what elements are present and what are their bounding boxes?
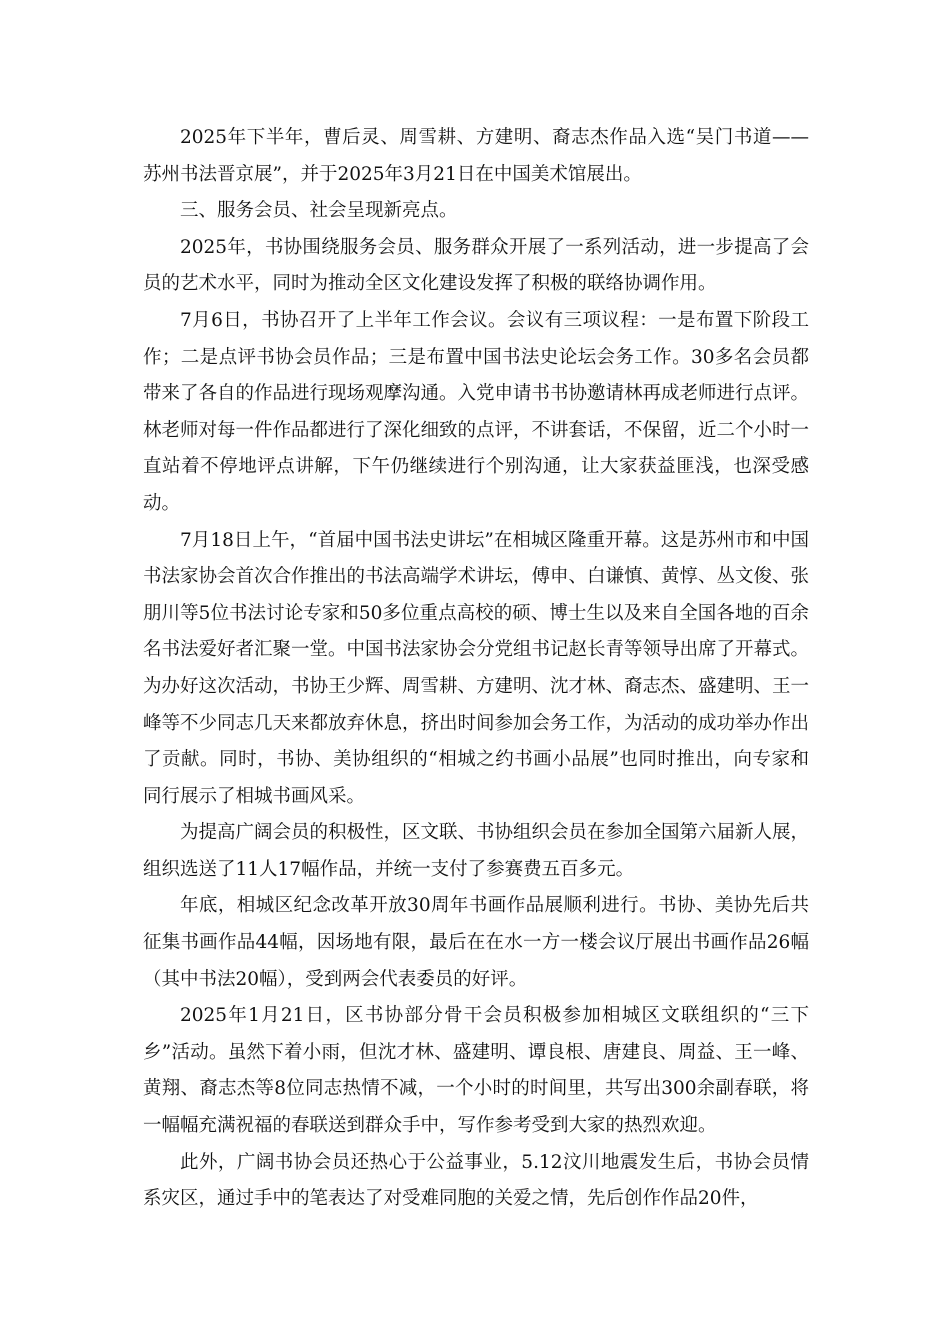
document-body (143, 120, 809, 1218)
paragraph-year-end-exhibition: 年底，相城区纪念改革开放30周年书画作品展顺利进行。书协、美协先后共征集书画作品44幅，因场地有限，最后在在水一方一楼会议厅展出书画作品26幅（其中书法20幅），受到两会代表委员的好评。 (143, 895, 809, 990)
paragraph-three-to-countryside: 2025年1月21日，区书协部分骨干会员积极参加相城区文联组织的“三下乡”活动。虽然下着小雨，但沈才林、盛建明、谭良根、唐建良、周益、王一峰、黄翔、裔志杰等8位同志热情不减，一个小时的时间里，共写出300余副春联，将一幅幅充满祝福的春联送到群众手中，写作参考受到大家的热烈欢迎。 (143, 1005, 809, 1137)
paragraph-exhibition: 2025年下半年，曹后灵、周雪耕、方建明、裔志杰作品入选“吴门书道——苏州书法晋京展”，并于2025年3月21日在中国美术馆展出。 (143, 127, 809, 185)
section-heading-service: 三、服务会员、社会呈现新亮点。 (180, 200, 458, 222)
paragraph-public-welfare: 此外，广阔书协会员还热心于公益事业，5.12汶川地震发生后，书协会员情系灾区，通过手中的笔表达了对受难同胞的关爱之情，先后创作作品20件， (143, 1151, 809, 1210)
paragraph-july-6-meeting: 7月6日，书协召开了上半年工作会议。会议有三项议程：一是布置下阶段工作；二是点评书协会员作品；三是布置中国书法史论坛会务工作。30多名会员都带来了各自的作品进行现场观摩沟通。入党申请书书协邀请林再成老师进行点评。林老师对每一件作品都进行了深化细致的点评，不讲套话，不保留，近二个小时一直站着不停地评点讲解，下午仍继续进行个别沟通，让大家获益匪浅，也深受感动。 (143, 309, 810, 514)
paragraph-july-18-forum: 7月18日上午，“首届中国书法史讲坛”在相城区隆重开幕。这是苏州市和中国书法家协会首次合作推出的书法高端学术讲坛，傅申、白谦慎、黄惇、丛文俊、张朋川等5位书法讨论专家和50多位重点高校的硕、博士生以及来自全国各地的百余名书法爱好者汇聚一堂。中国书法家协会分党组书记赵长青等领导出席了开幕式。为办好这次活动，书协王少辉、周雪耕、方建明、沈才林、裔志杰、盛建明、王一峰等不少同志几天来都放弃休息，挤出时间参加会务工作，为活动的成功举办作出了贡献。同时，书协、美协组织的“相城之约书画小品展”也同时推出，向专家和同行展示了相城书画风采。 (143, 529, 810, 807)
paragraph-newcomer-exhibition: 为提高广阔会员的积极性，区文联、书协组织会员在参加全国第六届新人展，组织选送了11人17幅作品，并统一支付了参赛费五百多元。 (143, 822, 810, 880)
paragraph-service-overview: 2025年，书协围绕服务会员、服务群众开展了一系列活动，进一步提高了会员的艺术水平，同时为推动全区文化建设发挥了积极的联络协调作用。 (143, 236, 809, 295)
